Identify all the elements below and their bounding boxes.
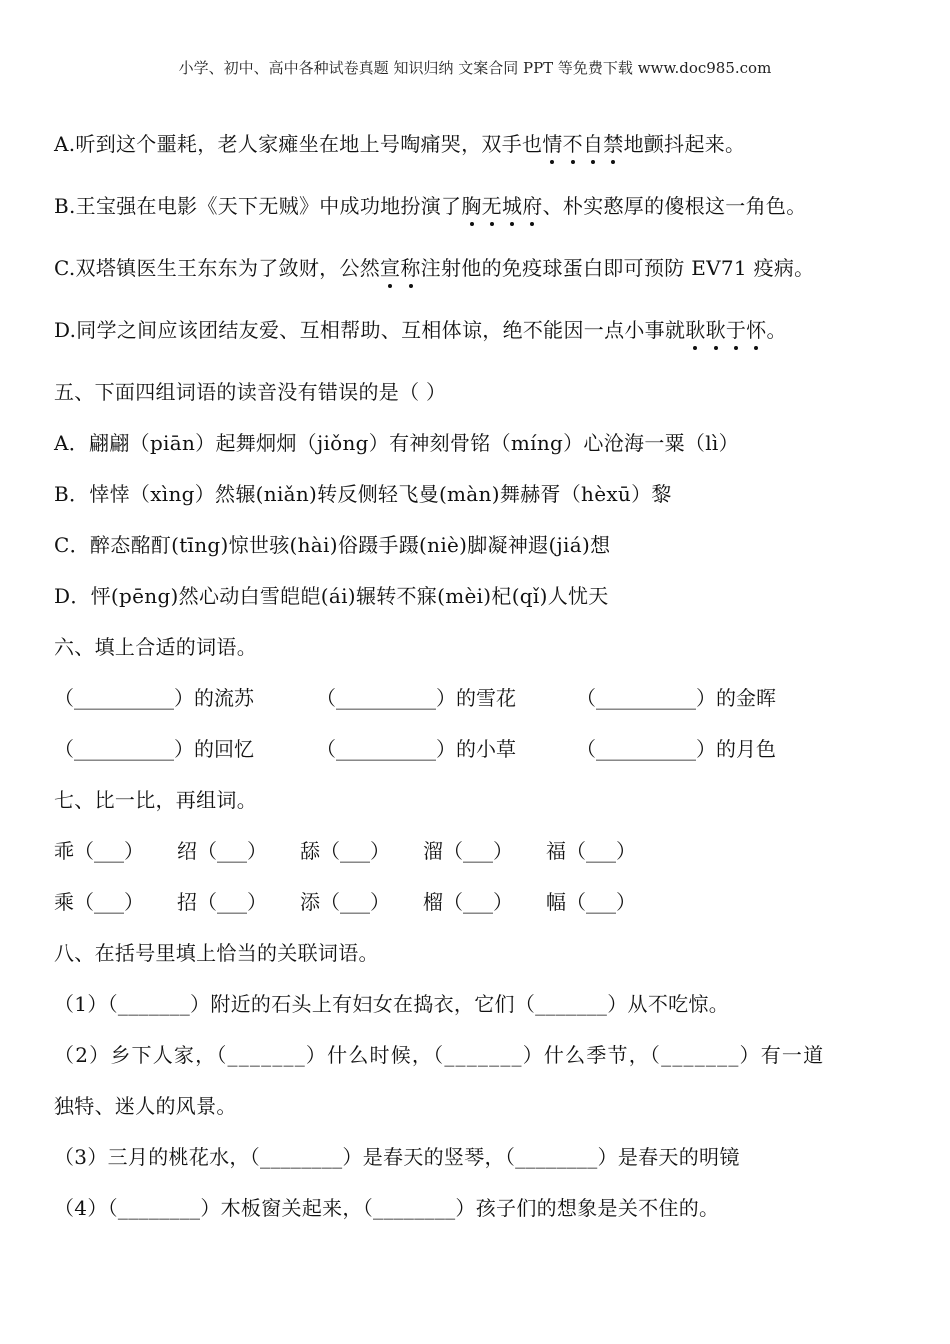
emphasis-char: 耿	[685, 318, 706, 342]
section8-q1: （1）（_______）附近的石头上有妇女在捣衣，它们（_______）从不吃惊。	[54, 992, 730, 1016]
option-4d	[54, 314, 787, 343]
option-4b	[54, 190, 807, 219]
option-4d-dotted	[685, 318, 766, 342]
option-4d-after: 。	[766, 318, 787, 342]
option-4a-before: A.听到这个噩耗，老人家瘫坐在地上号啕痛哭，双手也	[54, 132, 543, 156]
word-blank[interactable]: 绍（___）	[177, 839, 267, 863]
word-blank[interactable]: 乖（___）	[54, 839, 144, 863]
option-4c-before: C.双塔镇医生王东东为了敛财，公然	[54, 256, 381, 280]
option-4c	[54, 252, 814, 281]
word-blank[interactable]: 福（___）	[546, 839, 636, 863]
option-4a-dotted	[542, 132, 623, 156]
word-blank[interactable]: 乘（___）	[54, 890, 144, 914]
section8-q3: （3）三月的桃花水，（________）是春天的竖琴，（________）是春天的明镜	[54, 1145, 740, 1169]
word-blank[interactable]: 榴（___）	[423, 890, 513, 914]
emphasis-char: 无	[481, 194, 502, 218]
fill-blank[interactable]: （__________）的回忆	[54, 737, 254, 761]
option-4a	[54, 128, 745, 157]
fill-blank[interactable]: （__________）的小草	[316, 737, 516, 761]
emphasis-char: 怀	[746, 318, 767, 342]
option-4b-after: 、朴实憨厚的傻根这一角色。	[542, 194, 807, 218]
emphasis-char: 禁	[603, 132, 624, 156]
fill-blank[interactable]: （__________）的月色	[576, 737, 776, 761]
word-blank[interactable]: 幅（___）	[546, 890, 636, 914]
option-4c-after: 注射他的免疫球蛋白即可预防 EV71 疫病。	[420, 256, 815, 280]
option-4d-before: D.同学之间应该团结友爱、互相帮助、互相体谅，绝不能因一点小事就	[54, 318, 686, 342]
section5-option-a: A．翩翩（piān）起舞炯炯（jiǒng）有神刻骨铭（míng）心沧海一粟（lì）	[54, 431, 739, 455]
option-4c-dotted	[380, 256, 421, 280]
section6-title: 六、填上合适的词语。	[54, 635, 257, 659]
emphasis-char: 胸	[461, 194, 482, 218]
section5-title: 五、下面四组词语的读音没有错误的是（ ）	[54, 380, 447, 404]
emphasis-char: 不	[562, 132, 583, 156]
emphasis-char: 城	[501, 194, 523, 218]
section5-option-d: D．怦(pēng)然心动白雪皑皑(ái)辗转不寐(mèi)杞(qǐ)人忧天	[54, 584, 609, 608]
section8-title: 八、在括号里填上恰当的关联词语。	[54, 941, 379, 965]
emphasis-char: 耿	[705, 318, 726, 342]
section8-q2: （2）乡下人家，（_______）什么时候，（_______）什么季节，（_______）有一道	[54, 1043, 825, 1067]
section5-option-b: B．悻悻（xìng）然辗(niǎn)转反侧轻飞曼(màn)舞赫胥（hèxū）黎	[54, 482, 672, 506]
word-blank[interactable]: 舔（___）	[300, 839, 390, 863]
word-blank[interactable]: 添（___）	[300, 890, 390, 914]
fill-blank[interactable]: （__________）的流苏	[54, 686, 254, 710]
option-4b-dotted	[461, 194, 542, 218]
option-4b-before: B.王宝强在电影《天下无贼》中成功地扮演了	[54, 194, 462, 218]
word-blank[interactable]: 招（___）	[177, 890, 267, 914]
section8-q2-cont: 独特、迷人的风景。	[54, 1094, 237, 1118]
emphasis-char: 府	[522, 194, 543, 218]
emphasis-char: 于	[725, 318, 747, 342]
emphasis-char: 称	[400, 256, 421, 280]
emphasis-char: 情	[542, 132, 563, 156]
option-4a-after: 地颤抖起来。	[623, 132, 746, 156]
section7-title: 七、比一比，再组词。	[54, 788, 257, 812]
page-header: 小学、初中、高中各种试卷真题 知识归纳 文案合同 PPT 等免费下载 www.doc985.com	[178, 59, 772, 77]
section5-option-c: C．醉态酩酊(tīng)惊世骇(hài)俗蹑手蹑(niè)脚凝神遐(jiá)想	[54, 533, 611, 557]
word-blank[interactable]: 溜（___）	[423, 839, 513, 863]
emphasis-char: 宣	[380, 256, 401, 280]
fill-blank[interactable]: （__________）的金晖	[576, 686, 776, 710]
fill-blank[interactable]: （__________）的雪花	[316, 686, 516, 710]
section8-q4: （4）（________）木板窗关起来，（________）孩子们的想象是关不住的。	[54, 1196, 720, 1220]
emphasis-char: 自	[582, 132, 604, 156]
